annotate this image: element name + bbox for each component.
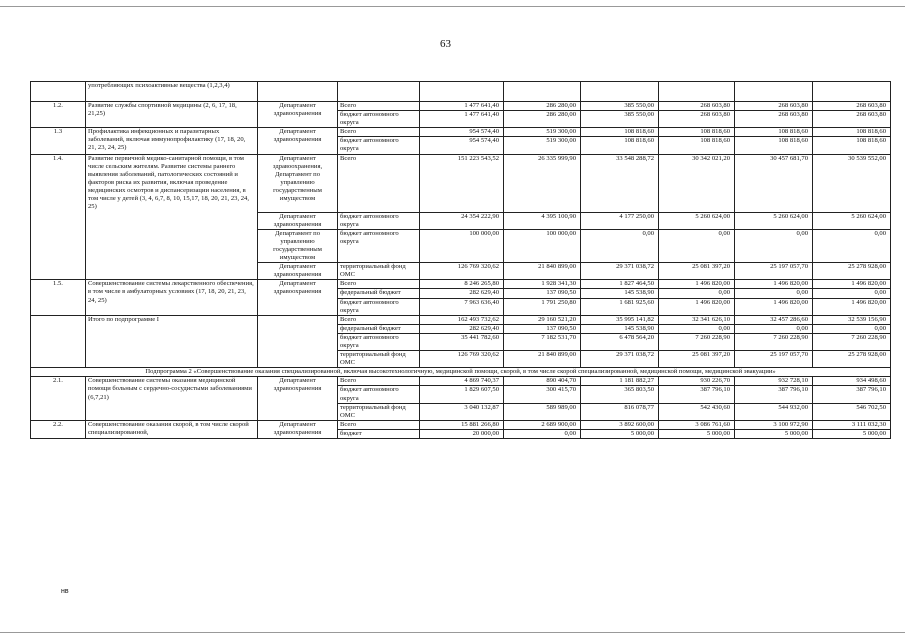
subprogram-heading: Подпрограмма 2 «Совершенствование оказания специализированной, включая высокотехнологичную, медицинской помощи, скорой, в том числе скорой специализированной, медицинской помощи, медицинской эвакуации» <box>31 368 891 377</box>
amount-year: 268 603,80 <box>659 102 735 111</box>
amount-total: 954 574,40 <box>420 137 504 154</box>
amount-year: 385 550,00 <box>581 111 659 128</box>
amount-year: 108 818,60 <box>813 137 891 154</box>
amount-year: 25 081 397,20 <box>659 351 735 368</box>
responsible-executor: Департамент здравоохранения <box>258 102 338 128</box>
amount-total: 3 040 132,87 <box>420 403 504 420</box>
amount-total: 100 000,00 <box>420 229 504 262</box>
activity-name: Совершенствование системы оказания медицинской помощи больным с сердечно-сосудистыми заболеваниями (6,7,21) <box>86 377 258 420</box>
amount-year: 1 496 820,00 <box>813 298 891 315</box>
amount-year: 365 803,50 <box>581 386 659 403</box>
funding-source: территориальный фонд ОМС <box>338 263 420 280</box>
amount-total: 1 477 641,40 <box>420 111 504 128</box>
amount-total: 20 000,00 <box>420 429 504 438</box>
table-row <box>31 154 891 212</box>
table-row <box>31 102 891 111</box>
amount-year: 108 818,60 <box>735 137 813 154</box>
amount-year: 0,00 <box>735 229 813 262</box>
scan-edge-top <box>0 6 905 7</box>
funding-source: федеральный бюджет <box>338 324 420 333</box>
table-row <box>31 315 891 324</box>
amount-year: 0,00 <box>813 289 891 298</box>
amount-total: 24 354 222,90 <box>420 212 504 229</box>
amount-year: 0,00 <box>504 429 581 438</box>
amount-year: 268 603,80 <box>813 102 891 111</box>
amount-year: 930 226,70 <box>659 377 735 386</box>
funding-source: бюджет автономного округа <box>338 212 420 229</box>
amount-year: 0,00 <box>581 229 659 262</box>
activity-name: Совершенствование оказания скорой, в том числе скорой специализированной, <box>86 420 258 438</box>
amount-year: 7 260 228,90 <box>659 333 735 350</box>
amount-year: 0,00 <box>659 289 735 298</box>
amount-year: 5 260 624,00 <box>735 212 813 229</box>
amount-year: 286 280,00 <box>504 102 581 111</box>
funding-source: территориальный фонд ОМС <box>338 403 420 420</box>
responsible-executor: Департамент здравоохранения <box>258 263 338 280</box>
amount-year: 1 181 882,27 <box>581 377 659 386</box>
amount-year: 268 603,80 <box>735 102 813 111</box>
amount-year: 108 818,60 <box>735 128 813 137</box>
responsible-executor: Департамент по управлению государственным имуществом <box>258 229 338 262</box>
amount-total: 126 769 320,62 <box>420 351 504 368</box>
amount-total: 162 493 732,62 <box>420 315 504 324</box>
subtotal-label: Итого по подпрограмме I <box>86 315 258 368</box>
amount-year: 108 818,60 <box>581 137 659 154</box>
amount-year: 519 300,00 <box>504 128 581 137</box>
activity-name: употребляющих психоактивные вещества (1,2,3,4) <box>86 82 258 102</box>
amount-year: 25 081 397,20 <box>659 263 735 280</box>
row-number: 1.3 <box>31 128 86 154</box>
activity-name: Совершенствование системы лекарственного обеспечения, в том числе в амбулаторных условиях (17, 18, 20, 21, 23, 24, 25) <box>86 280 258 315</box>
amount-year: 32 341 626,10 <box>659 315 735 324</box>
funding-source: Всего <box>338 128 420 137</box>
row-number: 1.2. <box>31 102 86 128</box>
responsible-executor: Департамент здравоохранения, Департамент по управлению государственным имуществом <box>258 154 338 212</box>
amount-year: 0,00 <box>813 324 891 333</box>
amount-year: 932 728,10 <box>735 377 813 386</box>
row-number: 1.5. <box>31 280 86 315</box>
funding-source: бюджет автономного округа <box>338 333 420 350</box>
amount-year: 1 496 820,00 <box>735 280 813 289</box>
funding-source: бюджет автономного округа <box>338 386 420 403</box>
responsible-executor: Департамент здравоохранения <box>258 377 338 420</box>
amount-year: 4 177 250,00 <box>581 212 659 229</box>
table-row <box>31 82 891 102</box>
funding-source: Всего <box>338 420 420 429</box>
amount-total: 1 477 641,40 <box>420 102 504 111</box>
amount-year: 3 892 600,00 <box>581 420 659 429</box>
amount-year: 25 197 057,70 <box>735 263 813 280</box>
amount-year: 0,00 <box>659 229 735 262</box>
funding-source: федеральный бюджет <box>338 289 420 298</box>
funding-source: Всего <box>338 154 420 212</box>
amount-year: 387 796,10 <box>735 386 813 403</box>
amount-year: 137 090,50 <box>504 289 581 298</box>
amount-year: 1 928 341,30 <box>504 280 581 289</box>
table-row <box>31 128 891 137</box>
amount-total: 282 629,40 <box>420 289 504 298</box>
amount-year: 268 603,80 <box>659 111 735 128</box>
amount-year: 1 791 250,80 <box>504 298 581 315</box>
amount-year: 29 371 038,72 <box>581 263 659 280</box>
amount-year: 25 197 057,70 <box>735 351 813 368</box>
amount-year: 21 840 899,00 <box>504 351 581 368</box>
amount-year: 5 000,00 <box>735 429 813 438</box>
responsible-executor: Департамент здравоохранения <box>258 128 338 154</box>
amount-total: 8 246 265,80 <box>420 280 504 289</box>
page-number: 63 <box>440 38 451 50</box>
amount-year: 5 000,00 <box>659 429 735 438</box>
row-number: 2.1. <box>31 377 86 420</box>
amount-year: 1 827 464,50 <box>581 280 659 289</box>
amount-year: 387 796,10 <box>659 386 735 403</box>
activity-name: Развитие службы спортивной медицины (2, 6, 17, 18, 21,25) <box>86 102 258 128</box>
row-number: 1.4. <box>31 154 86 280</box>
funding-source: бюджет автономного округа <box>338 111 420 128</box>
table-row <box>31 377 891 386</box>
responsible-executor: Департамент здравоохранения <box>258 420 338 438</box>
amount-year: 137 090,50 <box>504 324 581 333</box>
amount-total: 7 963 636,40 <box>420 298 504 315</box>
amount-total: 35 441 782,60 <box>420 333 504 350</box>
amount-year: 5 000,00 <box>581 429 659 438</box>
amount-year: 29 371 038,72 <box>581 351 659 368</box>
budget-table <box>30 81 891 439</box>
activity-name: Развитие первичной медико-санитарной помощи, в том числе сельским жителям. Развитие системы раннего выявления заболеваний, патологических состояний и факторов риска их развития, включая проведение медицинских осмотров и диспансеризации населения, в том числе у детей (3, 4, 6,7, 8, 10, 15,17, 18, 20, 21, 23, 24, 25) <box>86 154 258 280</box>
amount-year: 30 342 021,20 <box>659 154 735 212</box>
funding-source: Всего <box>338 377 420 386</box>
footer-mark: нв <box>61 588 69 595</box>
funding-source: бюджет автономного округа <box>338 298 420 315</box>
amount-year: 519 300,00 <box>504 137 581 154</box>
amount-year: 25 278 928,00 <box>813 263 891 280</box>
amount-year: 29 160 521,20 <box>504 315 581 324</box>
activity-name: Профилактика инфекционных и паразитарных заболеваний, включая иммунопрофилактику (17, 18, 20, 21, 23, 24, 25) <box>86 128 258 154</box>
amount-year: 0,00 <box>735 289 813 298</box>
amount-year: 385 550,00 <box>581 102 659 111</box>
funding-source: Всего <box>338 102 420 111</box>
amount-year: 1 496 820,00 <box>659 280 735 289</box>
amount-year: 387 796,10 <box>813 386 891 403</box>
amount-year: 542 430,60 <box>659 403 735 420</box>
table-row <box>31 368 891 377</box>
amount-year: 589 989,00 <box>504 403 581 420</box>
amount-year: 35 995 141,82 <box>581 315 659 324</box>
funding-source: бюджет автономного округа <box>338 137 420 154</box>
amount-year: 108 818,60 <box>581 128 659 137</box>
amount-year: 300 415,70 <box>504 386 581 403</box>
amount-year: 3 111 032,30 <box>813 420 891 429</box>
amount-year: 7 182 531,70 <box>504 333 581 350</box>
funding-source: Всего <box>338 315 420 324</box>
amount-year: 32 539 156,90 <box>813 315 891 324</box>
amount-year: 544 932,00 <box>735 403 813 420</box>
amount-year: 5 000,00 <box>813 429 891 438</box>
amount-total: 954 574,40 <box>420 128 504 137</box>
funding-source: Всего <box>338 280 420 289</box>
amount-year: 934 498,60 <box>813 377 891 386</box>
amount-year: 1 496 820,00 <box>659 298 735 315</box>
amount-total: 151 223 543,52 <box>420 154 504 212</box>
amount-year: 1 496 820,00 <box>735 298 813 315</box>
row-number: 2.2. <box>31 420 86 438</box>
amount-year: 3 086 761,60 <box>659 420 735 429</box>
row-number <box>31 82 86 102</box>
funding-source: территориальный фонд ОМС <box>338 351 420 368</box>
amount-year: 0,00 <box>659 324 735 333</box>
amount-year: 5 260 624,00 <box>659 212 735 229</box>
amount-year: 2 689 900,00 <box>504 420 581 429</box>
amount-year: 25 278 928,00 <box>813 351 891 368</box>
amount-year: 268 603,80 <box>813 111 891 128</box>
amount-year: 108 818,60 <box>659 137 735 154</box>
amount-year: 145 538,90 <box>581 289 659 298</box>
amount-year: 4 395 100,90 <box>504 212 581 229</box>
amount-year: 6 478 564,20 <box>581 333 659 350</box>
amount-total: 1 829 607,50 <box>420 386 504 403</box>
amount-year: 7 260 228,90 <box>813 333 891 350</box>
amount-total: 15 881 266,80 <box>420 420 504 429</box>
amount-year: 108 818,60 <box>659 128 735 137</box>
amount-year: 32 457 286,60 <box>735 315 813 324</box>
funding-source: бюджет <box>338 429 420 438</box>
amount-year: 546 702,50 <box>813 403 891 420</box>
amount-year: 30 539 552,00 <box>813 154 891 212</box>
amount-year: 0,00 <box>813 229 891 262</box>
responsible-executor: Департамент здравоохранения <box>258 280 338 315</box>
responsible-executor: Департамент здравоохранения <box>258 212 338 229</box>
amount-year: 1 496 820,00 <box>813 280 891 289</box>
amount-year: 26 335 999,90 <box>504 154 581 212</box>
funding-source: бюджет автономного округа <box>338 229 420 262</box>
amount-year: 108 818,60 <box>813 128 891 137</box>
table-row <box>31 280 891 289</box>
amount-year: 816 078,77 <box>581 403 659 420</box>
amount-total: 4 869 740,37 <box>420 377 504 386</box>
amount-year: 145 538,90 <box>581 324 659 333</box>
scan-edge-bottom <box>0 632 905 633</box>
amount-total: 282 629,40 <box>420 324 504 333</box>
amount-year: 1 681 925,60 <box>581 298 659 315</box>
amount-year: 33 548 288,72 <box>581 154 659 212</box>
table-row <box>31 420 891 429</box>
amount-year: 21 840 899,00 <box>504 263 581 280</box>
amount-year: 268 603,80 <box>735 111 813 128</box>
amount-total: 126 769 320,62 <box>420 263 504 280</box>
amount-year: 7 260 228,90 <box>735 333 813 350</box>
amount-year: 0,00 <box>735 324 813 333</box>
amount-year: 286 280,00 <box>504 111 581 128</box>
amount-year: 30 457 681,70 <box>735 154 813 212</box>
amount-year: 100 000,00 <box>504 229 581 262</box>
amount-year: 3 100 972,90 <box>735 420 813 429</box>
amount-year: 5 260 624,00 <box>813 212 891 229</box>
amount-year: 890 404,70 <box>504 377 581 386</box>
